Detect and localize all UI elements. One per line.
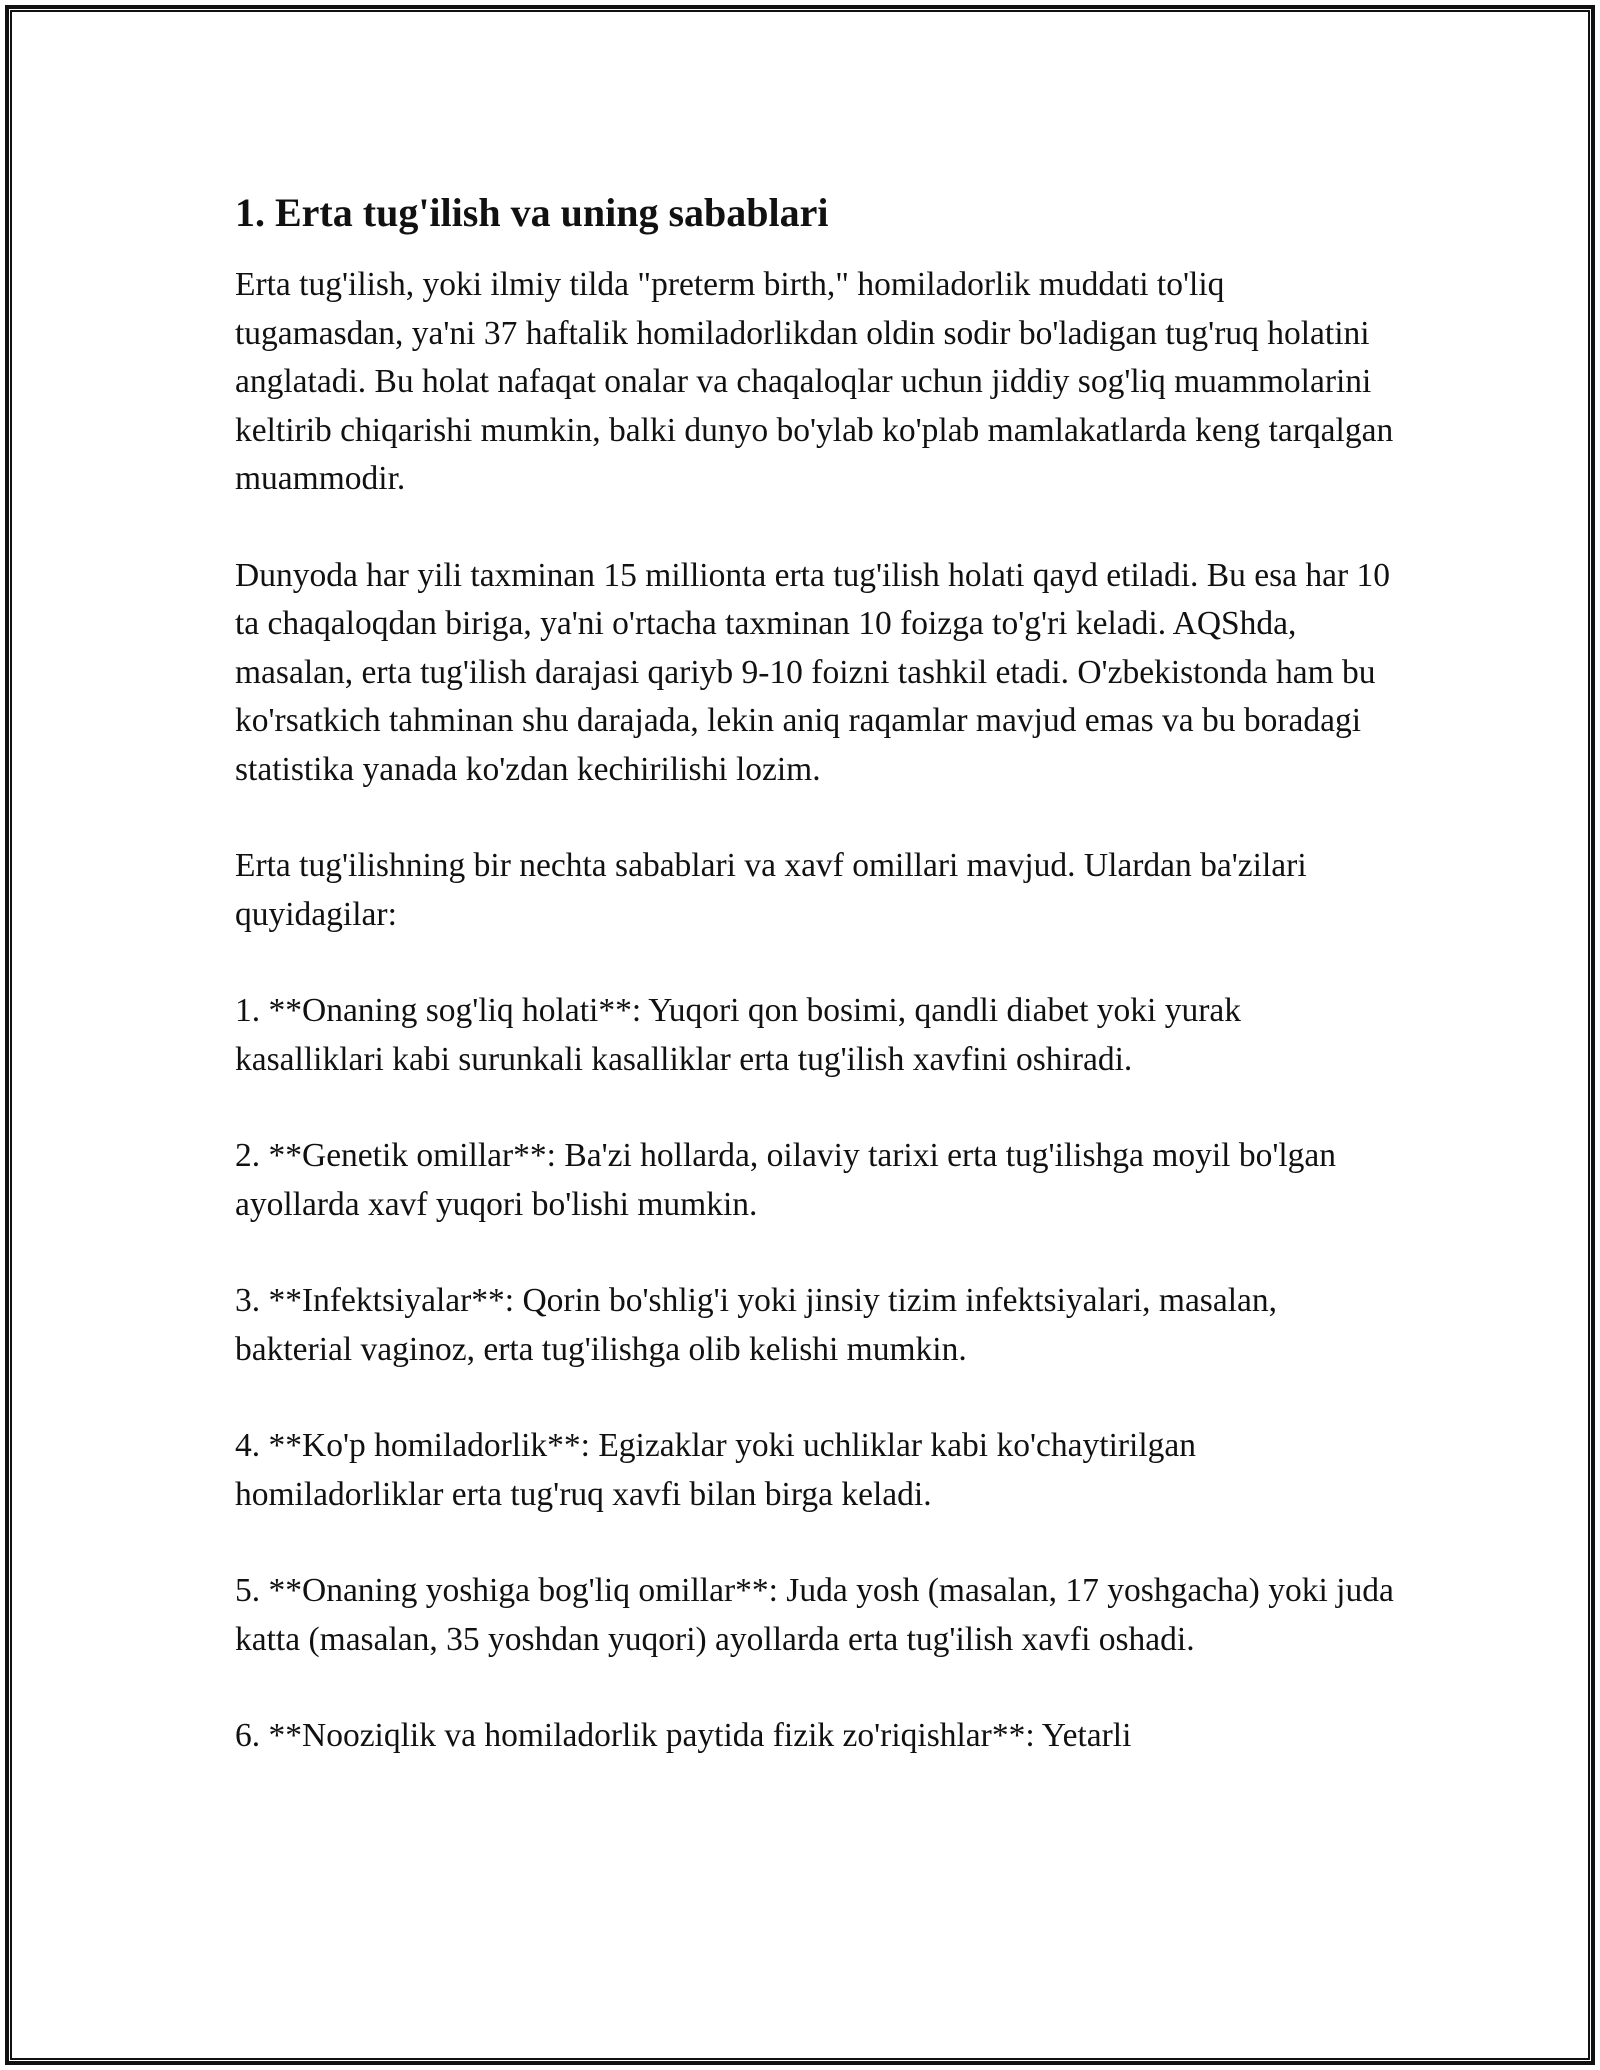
list-item-infections: 3. **Infektsiyalar**: Qorin bo'shlig'i yoki jinsiy tizim infektsiyalari, masalan, bakterial vaginoz, erta tug'ilishga olib kelishi mumkin. xyxy=(235,1282,1278,1368)
list-item-genetic-factors: 2. **Genetik omillar**: Ba'zi hollarda, oilaviy tarixi erta tug'ilishga moyil bo'lgan ayollarda xavf yuqori bo'lishi mumkin. xyxy=(235,1137,1337,1223)
list-item-multiple-pregnancy: 4. **Ko'p homiladorlik**: Egizaklar yoki uchliklar kabi ko'chaytirilgan homiladorliklar erta tug'ruq xavfi bilan birga keladi. xyxy=(235,1427,1197,1513)
section-heading: 1. Erta tug'ilish va uning sabablari xyxy=(235,190,829,235)
list-item-nutrition: 6. **Nooziqlik va homiladorlik paytida fizik zo'riqishlar**: Yetarli xyxy=(235,1717,1132,1754)
document-body xyxy=(235,185,1395,1809)
paragraph-statistics: Dunyoda har yili taxminan 15 millionta erta tug'ilish holati qayd etiladi. Bu esa har 10 ta chaqaloqdan biriga, ya'ni o'rtacha taxminan 10 foizga to'g'ri keladi. AQShda, masalan, erta tug'ilish darajasi qariyb 9-10 foizni tashkil etadi. O'zbekistonda ham bu ko'rsatkich tahminan shu darajada, lekin aniq raqamlar mavjud emas va bu boradagi statistika yanada ko'zdan kechirilishi lozim. xyxy=(235,556,1391,788)
paragraph-causes-intro: Erta tug'ilishning bir nechta sabablari va xavf omillari mavjud. Ulardan ba'zilari quyidagilar: xyxy=(235,847,1307,933)
list-item-mother-age: 5. **Onaning yoshiga bog'liq omillar**: Juda yosh (masalan, 17 yoshgacha) yoki juda katta (masalan, 35 yoshdan yuqori) ayollarda erta tug'ilish xavfi oshadi. xyxy=(235,1572,1394,1658)
paragraph-intro: Erta tug'ilish, yoki ilmiy tilda "preterm birth," homiladorlik muddati to'liq tugamasdan, ya'ni 37 haftalik homiladorlikdan oldin sodir bo'ladigan tug'ruq holatini anglatadi. Bu holat nafaqat onalar va chaqaloqlar uchun jiddiy sog'liq muammolarini keltirib chiqarishi mumkin, balki dunyo bo'ylab ko'plab mamlakatlarda keng tarqalgan muammodir. xyxy=(235,266,1394,497)
list-item-mother-health: 1. **Onaning sog'liq holati**: Yuqori qon bosimi, qandli diabet yoki yurak kasalliklari kabi surunkali kasalliklar erta tug'ilish xavfini oshiradi. xyxy=(235,992,1241,1078)
